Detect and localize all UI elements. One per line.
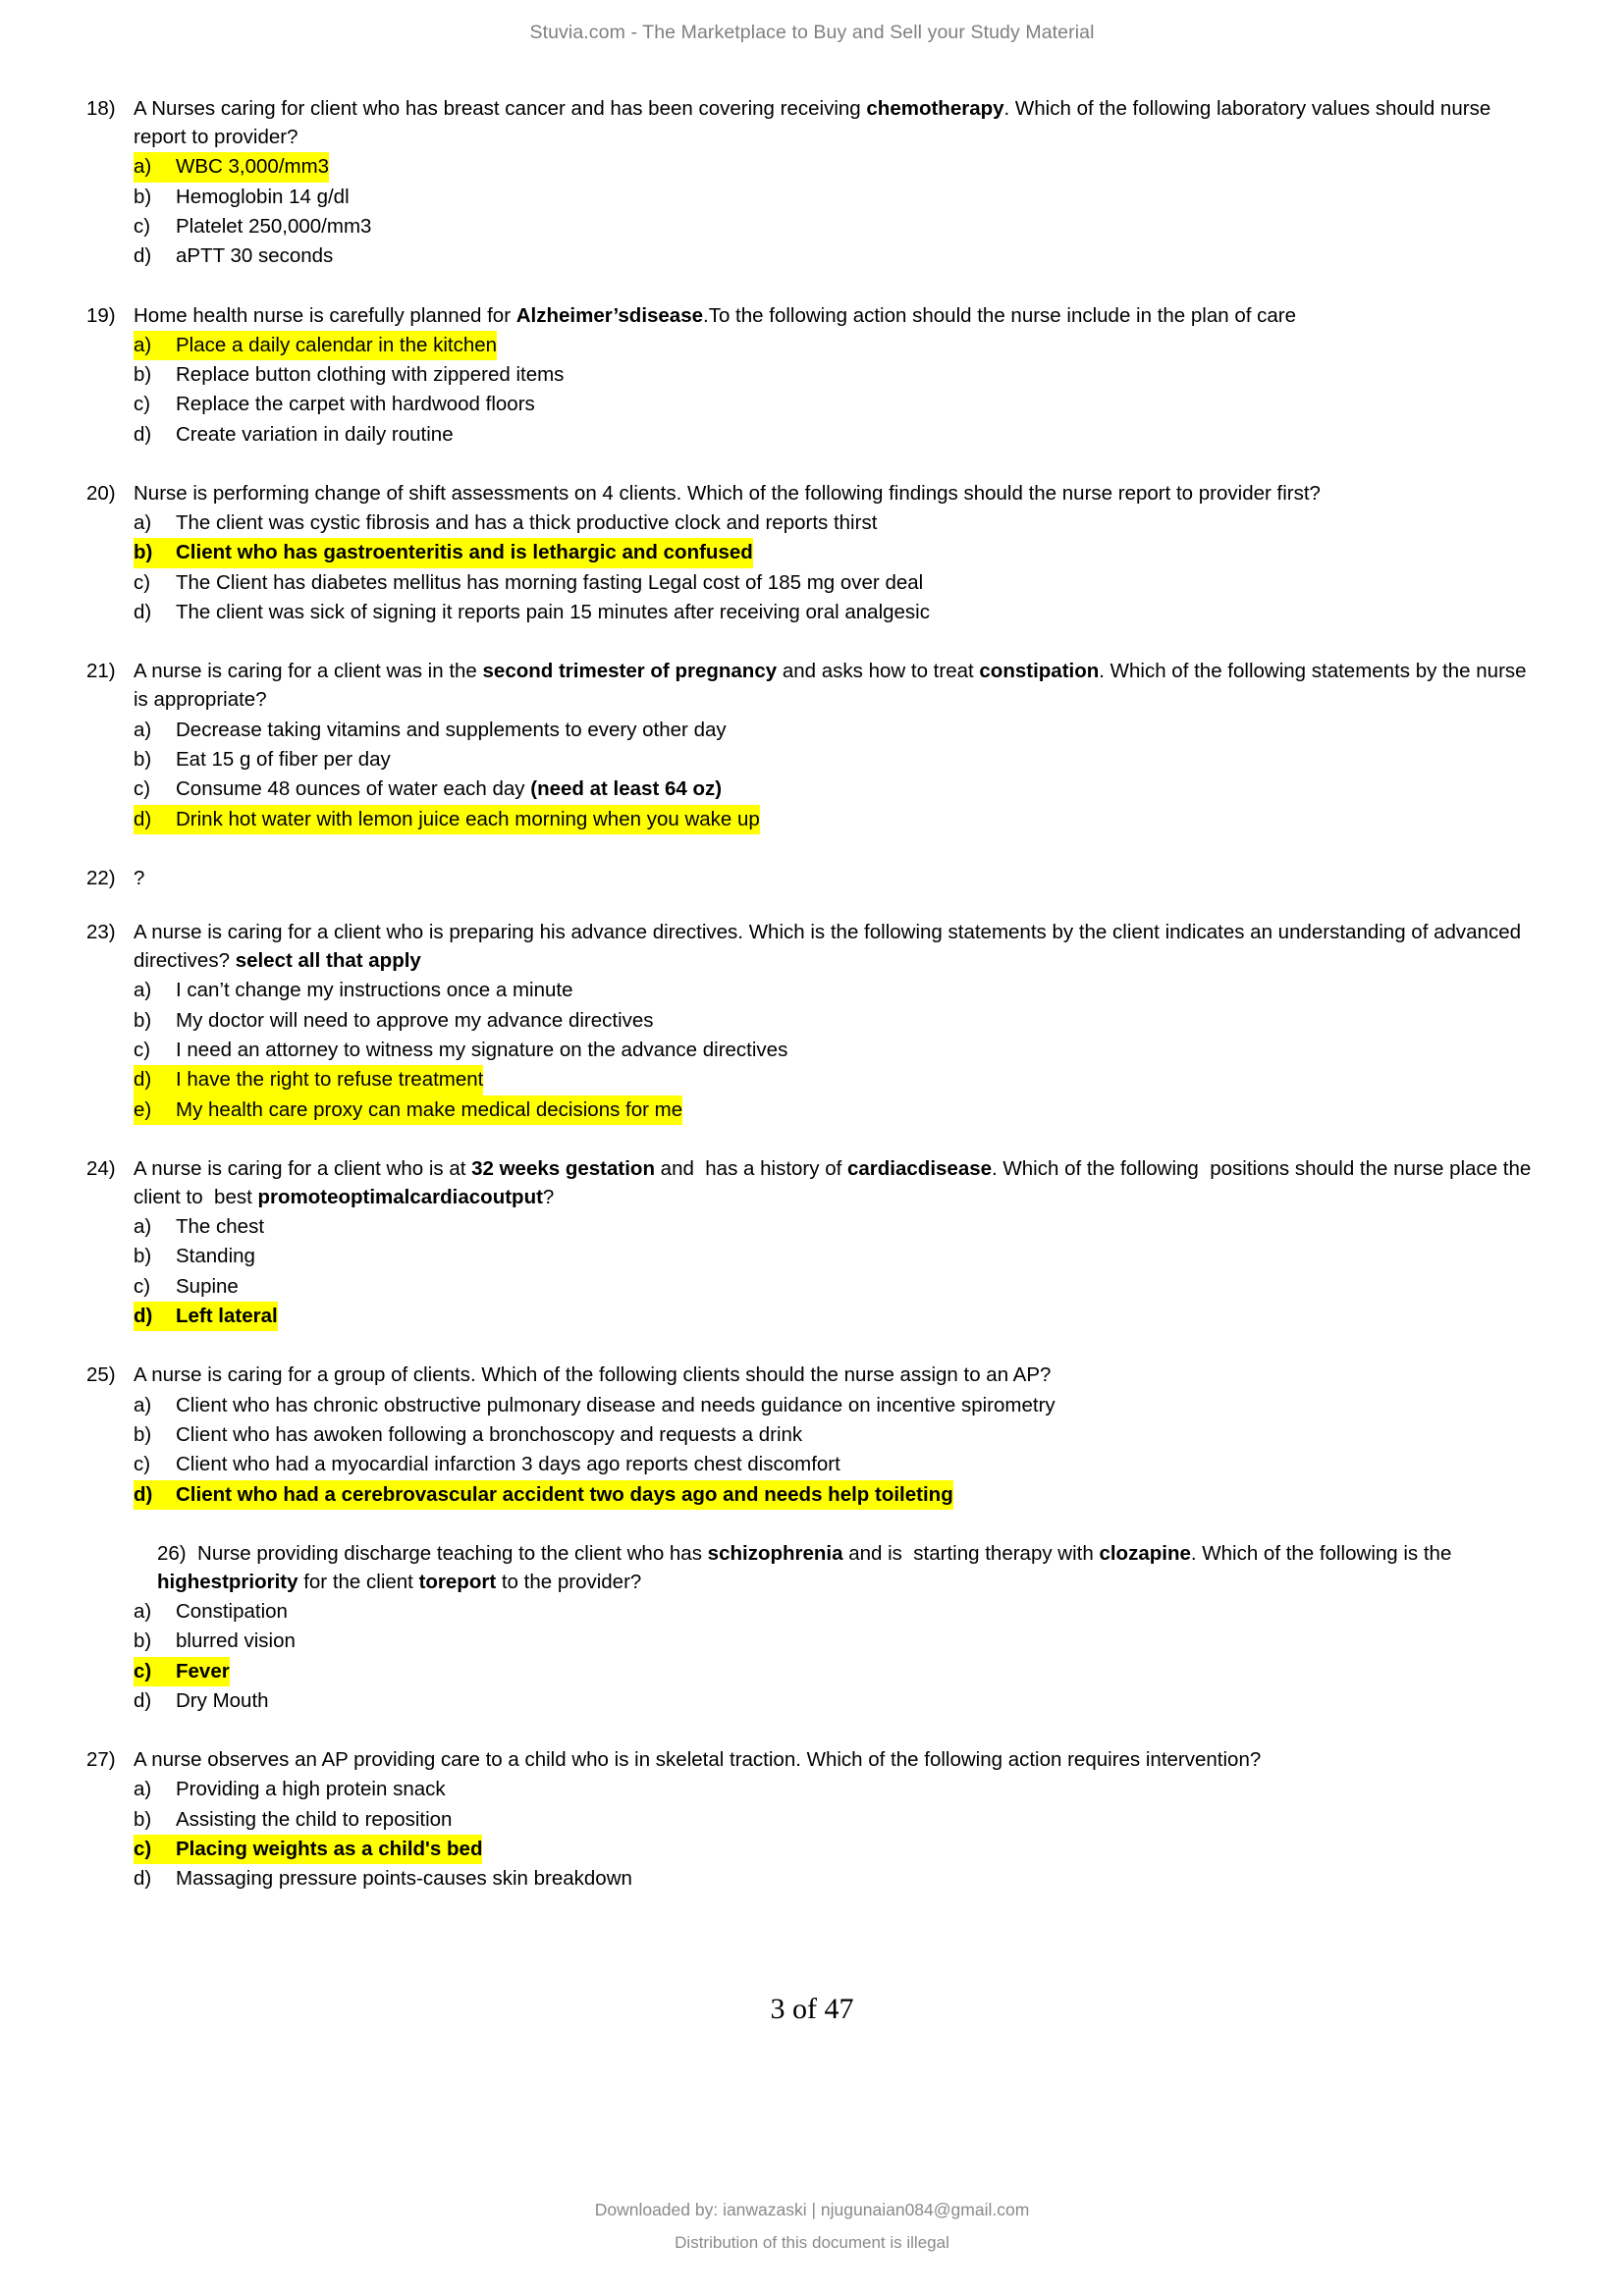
answer-options	[86, 976, 1540, 1125]
answer-option-highlighted[interactable]	[134, 1835, 1540, 1864]
question-block	[86, 301, 1540, 450]
answer-options	[86, 1212, 1540, 1331]
option-letter: c)	[134, 1657, 176, 1686]
option-text: My health care proxy can make medical decisions for me	[176, 1095, 682, 1125]
question-stem	[86, 657, 1540, 714]
question-block	[86, 1539, 1540, 1717]
option-letter: a)	[134, 1215, 152, 1239]
question-number: 22)	[86, 866, 116, 889]
answer-option-highlighted[interactable]	[134, 805, 1540, 834]
answer-option[interactable]	[134, 212, 1540, 241]
answer-option[interactable]	[134, 1212, 1540, 1242]
question-text: A nurse is caring for a client who is preparing his advance directives. Which is the following statements by the client indicates an understanding of advanced directives? select all that apply	[134, 921, 1521, 973]
option-text: Consume 48 ounces of water each day (need at least 64 oz)	[176, 777, 723, 801]
answer-option[interactable]	[134, 1036, 1540, 1065]
answer-option-highlighted[interactable]	[134, 1065, 1540, 1095]
option-text: I need an attorney to witness my signature on the advance directives	[176, 1038, 788, 1061]
option-text: My doctor will need to approve my advance directives	[176, 1008, 654, 1032]
option-letter: c)	[134, 1274, 151, 1298]
answer-option[interactable]	[134, 716, 1540, 745]
option-text: Placing weights as a child's bed	[176, 1835, 482, 1864]
answer-option[interactable]	[134, 1775, 1540, 1804]
answer-option[interactable]	[134, 1627, 1540, 1656]
downloaded-by-text: Downloaded by: ianwazaski | njugunaian084@gmail.com	[594, 2199, 1030, 2219]
option-text: Fever	[176, 1657, 230, 1686]
question-block	[86, 1745, 1540, 1894]
answer-option[interactable]	[134, 183, 1540, 212]
option-text: Dry Mouth	[176, 1689, 269, 1713]
answer-options	[86, 1775, 1540, 1894]
option-letter: b)	[134, 747, 152, 771]
question-block	[86, 864, 1540, 892]
question-stem	[86, 1361, 1540, 1389]
question-block	[86, 1154, 1540, 1332]
option-letter: d)	[134, 1065, 176, 1095]
question-number: 25)	[86, 1363, 116, 1387]
answer-options	[86, 331, 1540, 450]
option-letter: a)	[134, 718, 152, 741]
question-block	[86, 918, 1540, 1125]
option-letter: a)	[134, 979, 152, 1002]
option-text: Replace the carpet with hardwood floors	[176, 393, 535, 416]
answer-option[interactable]	[134, 976, 1540, 1005]
answer-option[interactable]	[134, 360, 1540, 390]
option-letter: b)	[134, 185, 152, 208]
option-text: Eat 15 g of fiber per day	[176, 747, 391, 771]
answer-options	[86, 152, 1540, 271]
option-text: Create variation in daily routine	[176, 422, 454, 446]
page-number: 3 of 47	[770, 1993, 854, 2025]
option-letter: d)	[134, 805, 176, 834]
answer-option[interactable]	[134, 1272, 1540, 1302]
answer-options	[86, 1597, 1540, 1716]
question-number: 23)	[86, 921, 116, 944]
answer-option[interactable]	[134, 508, 1540, 538]
answer-option[interactable]	[134, 390, 1540, 419]
option-text: Standing	[176, 1245, 255, 1268]
question-text: Nurse is performing change of shift assessments on 4 clients. Which of the following findings should the nurse report to provider first?	[134, 481, 1321, 505]
option-text: I can’t change my instructions once a minute	[176, 979, 573, 1002]
option-letter: d)	[134, 601, 152, 624]
question-stem	[86, 301, 1540, 330]
questions-container	[86, 94, 1540, 1924]
distribution-notice: Distribution of this document is illegal	[675, 2232, 949, 2252]
answer-option[interactable]	[134, 1686, 1540, 1716]
question-text: A Nurses caring for client who has breast cancer and has been covering receiving chemotherapy. Which of the following laboratory values should nurse report to provider?	[134, 97, 1491, 149]
question-stem: 26) Nurse providing discharge teaching to the client who has schizophrenia and is starting therapy with clozapine. Which of the following is the highestpriority for the client toreport to the provider?	[157, 1541, 1452, 1593]
option-text: The client was cystic fibrosis and has a thick productive clock and reports thirst	[176, 511, 878, 535]
option-letter: c)	[134, 214, 151, 238]
option-text: Client who has chronic obstructive pulmonary disease and needs guidance on incentive spirometry	[176, 1393, 1056, 1416]
option-letter: b)	[134, 538, 176, 567]
question-number: 24)	[86, 1156, 116, 1180]
page-footer	[0, 2193, 1624, 2259]
option-text: I have the right to refuse treatment	[176, 1065, 483, 1095]
option-text: WBC 3,000/mm3	[176, 152, 329, 182]
option-text: Client who had a cerebrovascular accident two days ago and needs help toileting	[176, 1480, 953, 1510]
option-text: Decrease taking vitamins and supplements to every other day	[176, 718, 727, 741]
question-number: 18)	[86, 97, 116, 120]
answer-options	[86, 508, 1540, 627]
option-letter: b)	[134, 1807, 152, 1831]
question-stem	[86, 864, 1540, 892]
answer-option-highlighted[interactable]	[134, 152, 1540, 182]
option-text: The Client has diabetes mellitus has morning fasting Legal cost of 185 mg over deal	[176, 570, 924, 594]
option-letter: b)	[134, 1629, 152, 1653]
answer-option[interactable]	[134, 598, 1540, 627]
option-text: Client who has gastroenteritis and is lethargic and confused	[176, 538, 753, 567]
question-block	[86, 94, 1540, 272]
answer-option-highlighted[interactable]	[134, 331, 1540, 360]
option-letter: d)	[134, 1480, 176, 1510]
option-letter: b)	[134, 362, 152, 386]
option-letter: a)	[134, 1393, 152, 1416]
option-letter: a)	[134, 331, 176, 360]
question-block	[86, 657, 1540, 834]
answer-option-highlighted[interactable]	[134, 1657, 1540, 1686]
question-block	[86, 479, 1540, 627]
question-text: A nurse observes an AP providing care to a child who is in skeletal traction. Which of the following action requires intervention?	[134, 1748, 1262, 1772]
option-letter: b)	[134, 1245, 152, 1268]
answer-option[interactable]	[134, 241, 1540, 271]
question-stem	[86, 918, 1540, 975]
question-text: A nurse is caring for a client who is at 32 weeks gestation and has a history of cardiacdisease. Which of the following positions should the nurse place the client to best promoteoptimalcardiacoutput?	[134, 1156, 1532, 1208]
option-text: Constipation	[176, 1600, 288, 1624]
option-letter: a)	[134, 1600, 152, 1624]
option-text: Client who had a myocardial infarction 3 days ago reports chest discomfort	[176, 1453, 840, 1476]
question-stem	[86, 94, 1540, 151]
answer-option-highlighted[interactable]	[134, 538, 1540, 567]
question-stem	[86, 1745, 1540, 1774]
answer-options	[86, 716, 1540, 834]
question-number: 21)	[86, 660, 116, 683]
option-letter: d)	[134, 422, 152, 446]
answer-option[interactable]	[134, 1420, 1540, 1450]
answer-option[interactable]	[134, 1597, 1540, 1627]
option-letter: d)	[134, 1689, 152, 1713]
answer-option[interactable]	[134, 745, 1540, 774]
answer-option-highlighted[interactable]	[134, 1480, 1540, 1510]
option-letter: d)	[134, 244, 152, 268]
question-text: A nurse is caring for a client was in the second trimester of pregnancy and asks how to treat constipation. Which of the following statements by the nurse is appropriate?	[134, 660, 1527, 712]
answer-option[interactable]	[134, 1391, 1540, 1420]
stuvia-watermark-header: Stuvia.com - The Marketplace to Buy and Sell your Study Material	[529, 22, 1095, 43]
answer-option[interactable]	[134, 774, 1540, 804]
option-letter: b)	[134, 1422, 152, 1446]
question-stem	[86, 1154, 1540, 1211]
option-text: Providing a high protein snack	[176, 1778, 446, 1801]
answer-option[interactable]	[134, 568, 1540, 598]
answer-option[interactable]	[134, 1864, 1540, 1894]
option-text: blurred vision	[176, 1629, 296, 1653]
option-text: Client who has awoken following a bronchoscopy and requests a drink	[176, 1422, 803, 1446]
answer-option-highlighted[interactable]	[134, 1095, 1540, 1125]
answer-options	[86, 1391, 1540, 1510]
option-text: The client was sick of signing it reports pain 15 minutes after receiving oral analgesic	[176, 601, 930, 624]
option-letter: d)	[134, 1867, 152, 1891]
question-block	[86, 1361, 1540, 1509]
question-text: Home health nurse is carefully planned for Alzheimer’sdisease.To the following action should the nurse include in the plan of care	[134, 303, 1297, 327]
answer-option[interactable]	[134, 1242, 1540, 1271]
option-letter: e)	[134, 1095, 176, 1125]
option-letter: c)	[134, 1038, 151, 1061]
option-text: Place a daily calendar in the kitchen	[176, 331, 497, 360]
option-letter: c)	[134, 1453, 151, 1476]
question-number: 19)	[86, 303, 116, 327]
option-letter: a)	[134, 1778, 152, 1801]
option-text: Assisting the child to reposition	[176, 1807, 453, 1831]
option-text: Replace button clothing with zippered items	[176, 362, 565, 386]
option-letter: b)	[134, 1008, 152, 1032]
option-text: Massaging pressure points-causes skin breakdown	[176, 1867, 632, 1891]
option-letter: c)	[134, 393, 151, 416]
question-number: 27)	[86, 1748, 116, 1772]
answer-option[interactable]	[134, 1805, 1540, 1835]
option-letter: d)	[134, 1302, 176, 1331]
answer-option[interactable]	[134, 420, 1540, 450]
question-text: ?	[134, 866, 145, 889]
option-text: Supine	[176, 1274, 239, 1298]
option-letter: a)	[134, 152, 176, 182]
question-text: A nurse is caring for a group of clients. Which of the following clients should the nurse assign to an AP?	[134, 1363, 1052, 1387]
option-letter: c)	[134, 1835, 176, 1864]
option-text: Hemoglobin 14 g/dl	[176, 185, 350, 208]
option-letter: c)	[134, 777, 151, 801]
answer-option-highlighted[interactable]	[134, 1302, 1540, 1331]
option-text: aPTT 30 seconds	[176, 244, 334, 268]
option-text: Left lateral	[176, 1302, 278, 1331]
answer-option[interactable]	[134, 1450, 1540, 1479]
question-number: 20)	[86, 481, 116, 505]
option-letter: c)	[134, 570, 151, 594]
option-text: The chest	[176, 1215, 265, 1239]
option-letter: a)	[134, 511, 152, 535]
answer-option[interactable]	[134, 1006, 1540, 1036]
question-stem	[86, 479, 1540, 507]
option-text: Drink hot water with lemon juice each morning when you wake up	[176, 805, 760, 834]
option-text: Platelet 250,000/mm3	[176, 214, 372, 238]
